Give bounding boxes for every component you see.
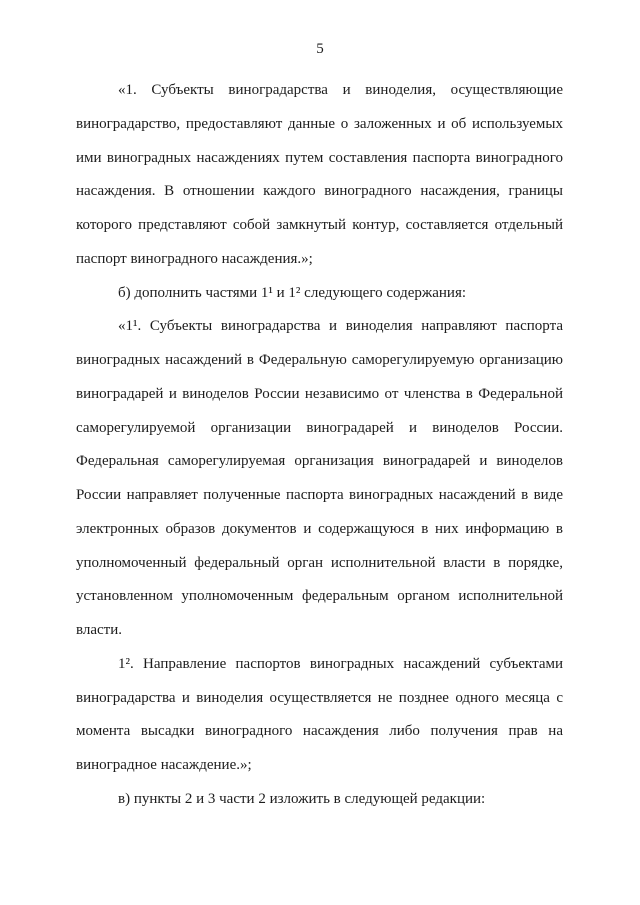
document-body	[76, 74, 563, 817]
text-line: паспорт виноградного насаждения.»;	[76, 250, 313, 267]
paragraph-part-1	[76, 74, 563, 277]
text-line: насаждения. В отношении каждого виноградного насаждения, границы	[76, 183, 563, 200]
text-line: виноградарство, предоставляют данные о заложенных и об используемых	[76, 115, 563, 132]
text-line: власти.	[76, 622, 123, 638]
text-line: виноградное насаждение.»;	[76, 757, 252, 773]
text-line: саморегулируемой организации виноградарей и виноделов России.	[76, 419, 563, 436]
text-line: Федеральная саморегулируемая организация виноградарей и виноделов	[76, 453, 563, 470]
text-line: «1¹. Субъекты виноградарства и виноделия направляют паспорта	[118, 318, 563, 335]
paragraph-amendment-b	[76, 277, 563, 311]
text-line: которого представляют собой замкнутый контур, составляется отдельный	[76, 217, 563, 233]
text-line: электронных образов документов и содержащуюся в них информацию в	[76, 520, 563, 537]
paragraph-part-1-1	[76, 310, 563, 648]
text-line: момента высадки виноградного насаждения либо получения прав на	[76, 723, 563, 740]
text-line: виноградных насаждений в Федеральную саморегулируемую организацию	[76, 352, 563, 368]
text-line: виноградарей и виноделов России независимо от членства в Федеральной	[76, 385, 563, 402]
text-line: виноградарства и виноделия осуществляется не позднее одного месяца с	[76, 689, 563, 706]
text-line: б) дополнить частями 1¹ и 1² следующего содержания:	[118, 284, 467, 301]
paragraph-amendment-v	[76, 783, 563, 817]
text-line: «1. Субъекты виноградарства и виноделия, осуществляющие	[118, 82, 563, 98]
page-number: 5	[316, 41, 324, 57]
text-line: ими виноградных насаждениях путем составления паспорта виноградного	[76, 149, 563, 166]
text-line: 1². Направление паспортов виноградных насаждений субъектами	[118, 655, 563, 672]
paragraph-part-1-2	[76, 648, 563, 783]
text-line: уполномоченный федеральный орган исполнительной власти в порядке,	[76, 554, 563, 571]
text-line: России направляет полученные паспорта виноградных насаждений в виде	[76, 487, 563, 503]
text-line: установленном уполномоченным федеральным органом исполнительной	[76, 588, 563, 605]
text-line: в) пункты 2 и 3 части 2 изложить в следующей редакции:	[118, 790, 486, 807]
